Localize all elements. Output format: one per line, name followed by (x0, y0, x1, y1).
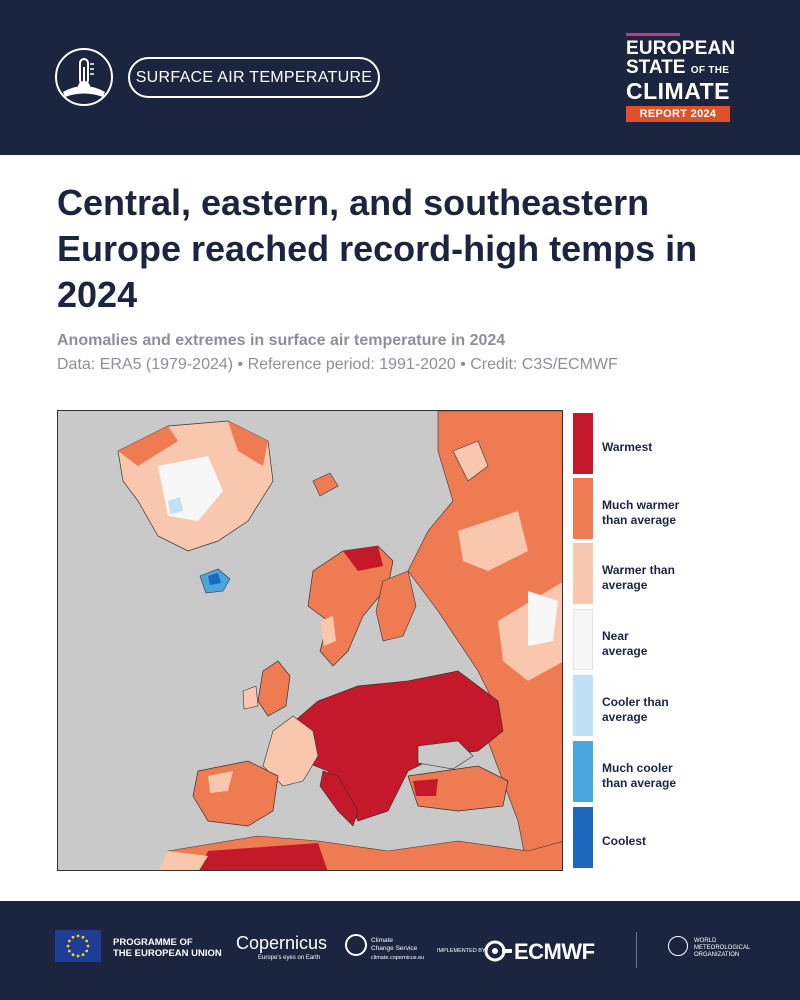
european-state-of-the-climate-logo (626, 33, 746, 122)
logo-line2b: OF THE (690, 65, 730, 76)
map-svg (58, 411, 563, 871)
c3s-text: Climate Change Service (371, 937, 418, 952)
ecmwf-icon (484, 940, 512, 967)
report-badge: REPORT 2024 (626, 106, 730, 122)
legend-swatch-much-cooler (573, 741, 593, 802)
category-pill: SURFACE AIR TEMPERATURE (128, 57, 380, 98)
legend-swatch-warmest (573, 413, 593, 474)
data-source: Data: ERA5 (1979-2024) • Reference period: 1991-2020 • Credit: C3S/ECMWF (57, 356, 618, 373)
legend-label: Warmer than average (602, 563, 675, 592)
c3s-url: climate.copernicus.eu (371, 955, 425, 961)
wmo-text: WORLD METEOROLOGICAL ORGANIZATION (694, 938, 751, 958)
legend-swatch-coolest (573, 807, 593, 868)
temperature-anomaly-map (57, 410, 563, 871)
copernicus-tagline: Europe's eyes on Earth (258, 955, 321, 961)
legend-swatch-near (573, 609, 593, 670)
legend-label: Warmest (602, 440, 653, 454)
page-title: Central, eastern, and southeastern Europe reached record-high temps in 2024 (57, 182, 698, 315)
legend-label: Much warmer than average (602, 498, 680, 527)
legend-swatch-much-warmer (573, 478, 593, 539)
logo-line1: EUROPEAN (626, 38, 736, 59)
legend-swatch-cooler (573, 675, 593, 736)
legend-label: Cooler than average (602, 695, 669, 724)
copernicus-logo: Copernicus (236, 933, 328, 953)
subtitle: Anomalies and extremes in surface air temperature in 2024 (57, 332, 506, 349)
logo-line3: CLIMATE (626, 78, 731, 104)
legend-label: Much cooler than average (602, 761, 677, 790)
thermometer-icon (55, 48, 113, 106)
wmo-icon (668, 936, 688, 956)
eu-flag-icon (55, 930, 101, 962)
logo-line2a: STATE (626, 57, 686, 78)
legend-label: Coolest (602, 834, 647, 848)
legend-swatch-warmer (573, 543, 593, 604)
legend-label: Near average (602, 629, 648, 658)
c3s-icon (345, 934, 367, 956)
ecmwf-logo: ECMWF (514, 939, 595, 964)
footer-divider (636, 932, 637, 968)
implemented-by-text: IMPLEMENTED BY (437, 948, 486, 954)
eu-programme-text: PROGRAMME OF THE EUROPEAN UNION (113, 937, 222, 959)
